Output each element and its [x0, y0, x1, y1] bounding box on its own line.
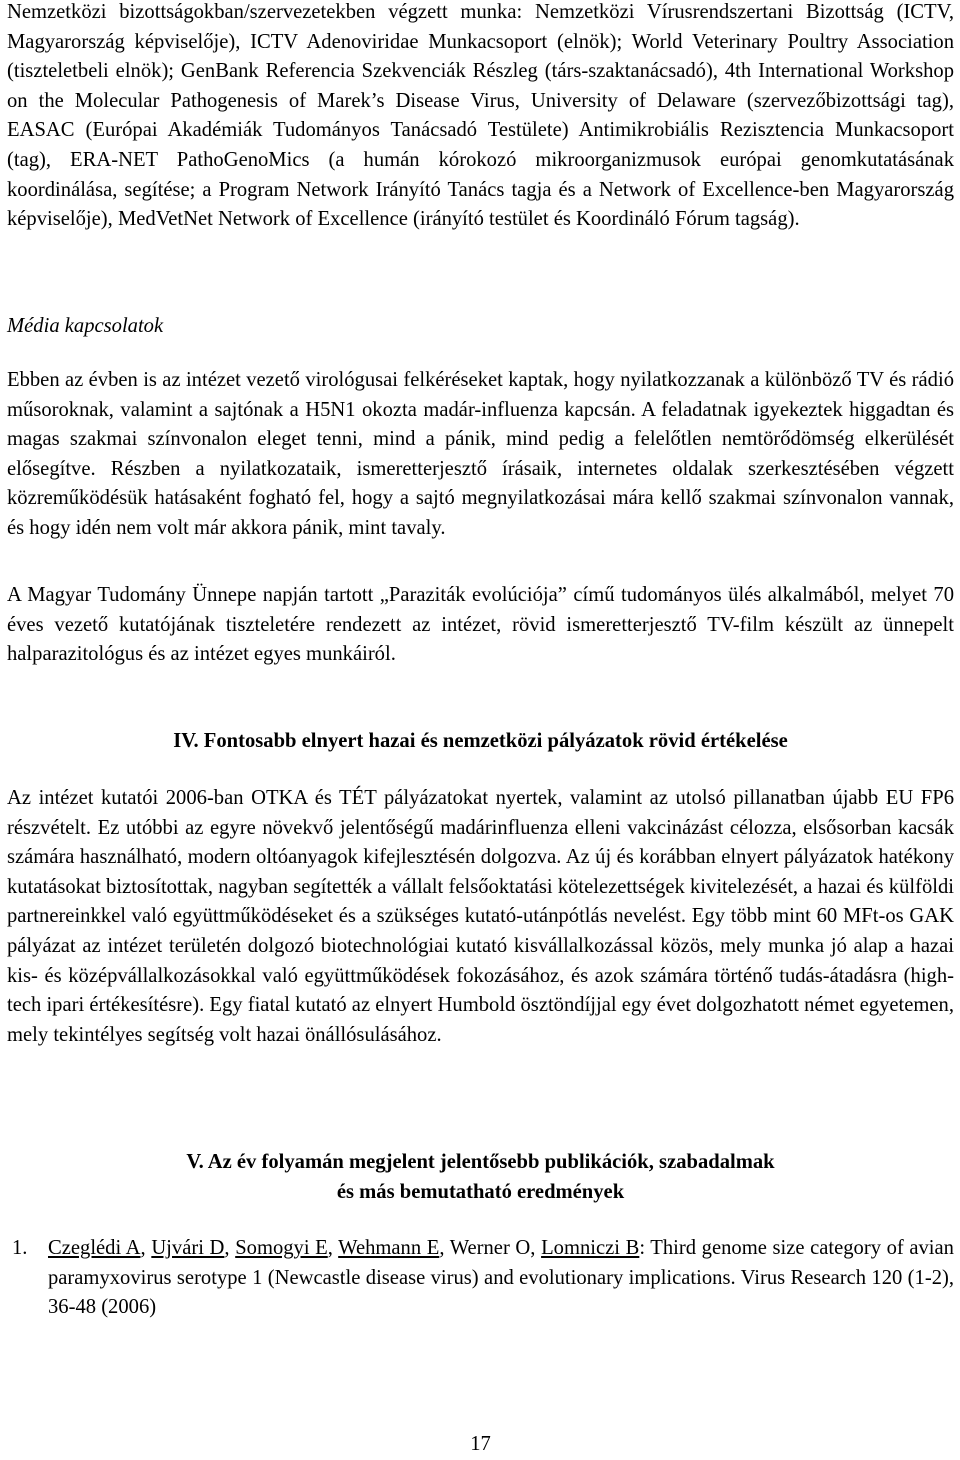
international-committees-paragraph: Nemzetközi bizottságokban/szervezetekben végzett munka: Nemzetközi Vírusrendszertani Bizottság (ICTV, Magyarország képviselője), ICTV Adenoviridae Munkacsoport (elnök); World Veterinary Poultry Association (tiszteletbeli elnök); GenBank Referencia Szekvenciák Részleg (társ-szaktanácsadó), 4th International Workshop on the Molecular Pathogenesis of Marek’s Disease Virus, University of Delaware (szervezőbizottsági tag), EASAC (Európai Akadémiák Tudományos Tanácsadó Testülete) Antimikrobiális Rezisztencia Munkacsoport (tag), ERA-NET PathoGenoMics (a humán kórokozó mikroorganizmusok európai genomkutatásának koordinálása, segítése; a Program Network Irányító Tanács tagja és a Network of Excellence-ben Magyarország képviselője), MedVetNet Network of Excellence (irányító testület és Koordináló Fórum tagság).: [7, 1, 954, 231]
grants-paragraph: Az intézet kutatói 2006-ban OTKA és TÉT pályázatokat nyertek, valamint az utolsó pillanatban újabb EU FP6 részvételt. Ez utóbbi az egyre növekvő jelentőségű madárinfluenza elleni vakcinázást célozza, elsősorban kacsák számára használható, modern oltóanyagok kifejlesztésén dolgozva. Az új és korábban elnyert pályázatok hatékony kutatásokat biztosítottak, nagyban segítették a vállalt felsőoktatási kötelezettségek kivitelezését, a hazai és külföldi partnereinkkel való együttműködéseket és a szükséges kutató-utánpótlás nevelést. Egy több mint 60 MFt-os GAK pályázat az intézet területén dolgozó biotechnológiai kutató kisvállalkozással közös, mely munka jó alap a hazai kis- és középvállalkozásokkal való együttműködések fokozásához, és azok számára történő tudás-átadásra (high-tech ipari értékesítésre). Egy fiatal kutató az elnyert Humbold ösztöndíjjal egy évet dolgozhatott német egyetemen, mely tekintélyes segítség volt hazai önállósulásához.: [7, 787, 954, 1046]
media-relations-heading: Média kapcsolatok: [7, 315, 164, 337]
author-separator: ,: [439, 1237, 450, 1259]
publication-citation: Third genome size category of avian paramyxovirus serotype 1 (Newcastle disease virus) and evolutionary implications. Virus Research 120 (1-2), 36-48 (2006): [48, 1237, 954, 1319]
publication-item: [7, 1234, 954, 1323]
author-separator: ,: [327, 1237, 339, 1259]
author-name[interactable]: Lomniczi B: [541, 1237, 640, 1259]
author-separator: ,: [224, 1237, 236, 1259]
section-v-title-line-2: és más bemutatható eredmények: [336, 1180, 625, 1203]
author-name: Werner O: [449, 1237, 531, 1259]
media-relations-paragraph: Ebben az évben is az intézet vezető virológusai felkéréseket kaptak, hogy nyilatkozzanak a különböző TV és rádió műsoroknak, valamint a sajtónak a H5N1 okozta madár-influenza kapcsán. A feladatnak igyekeztek higgadtan és magas szakmai színvonalon eleget tenni, mind a pánik, mind pedig a felelőtlen nemtörődömség elkerülését elősegítve. Részben a nyilatkozataik, ismeretterjesztő írásaik, internetes oldalak szerkesztésében végzett közreműködésük hatásaként fogható fel, hogy a sajtó megnyilatkozásai mára kellő szakmai színvonalon vannak, és hogy idén nem volt már akkora pánik, mint tavaly.: [7, 369, 954, 539]
author-name[interactable]: Czeglédi A: [48, 1237, 141, 1259]
author-name[interactable]: Somogyi E: [235, 1237, 328, 1259]
science-day-paragraph: A Magyar Tudomány Ünnepe napján tartott „Paraziták evolúciója” című tudományos ülés alkalmából, melyet 70 éves vezető kutatójának tiszteletére rendezett az intézet, rövid ismeretterjesztő TV-film készült az ünnepelt halparazitológus és az intézet egyes munkáiról.: [7, 584, 954, 666]
author-separator: ,: [530, 1237, 542, 1259]
page-number: 17: [470, 1433, 491, 1455]
publication-list: [7, 1234, 954, 1323]
author-title-separator: :: [639, 1237, 651, 1259]
author-separator: ,: [140, 1237, 152, 1259]
publication-number: 1.: [12, 1237, 28, 1259]
section-v-title-line-1: V. Az év folyamán megjelent jelentősebb publikációk, szabadalmak: [186, 1151, 775, 1173]
publication-authors: [48, 1237, 639, 1259]
author-name[interactable]: Ujvári D: [151, 1237, 225, 1259]
section-iv-title: IV. Fontosabb elnyert hazai és nemzetközi pályázatok rövid értékelése: [173, 730, 788, 752]
section-v-title: [7, 1148, 954, 1207]
author-name[interactable]: Wehmann E: [338, 1237, 440, 1259]
